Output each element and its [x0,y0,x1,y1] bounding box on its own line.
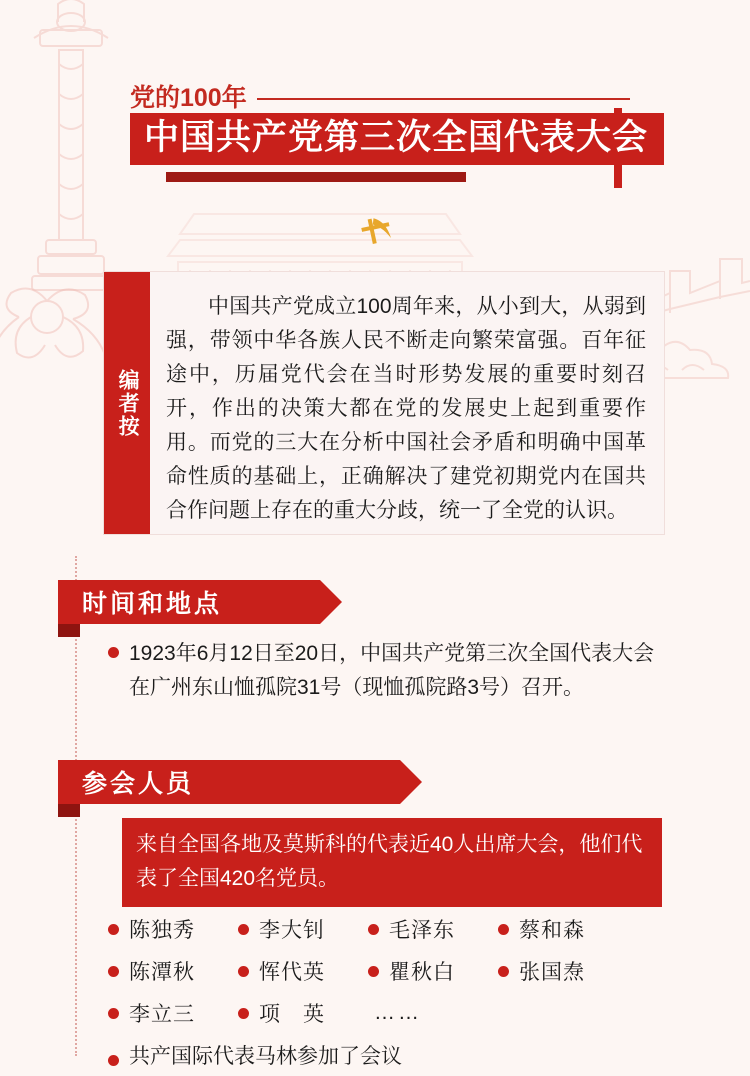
attendee-name: 毛泽东 [389,919,455,942]
bullet-dot-icon [238,1008,249,1019]
attendees-highlight: 来自全国各地及莫斯科的代表近40人出席大会，他们代表了全国420名党员。 [122,818,662,907]
bullet-dot-icon [108,647,119,658]
attendee-name: 李大钊 [259,919,325,942]
editor-note-tab [104,272,150,534]
section-banner-time-place: 时间和地点 [58,580,320,624]
name-row [108,992,688,1034]
time-place-text: 1923年6月12日至20日，中国共产党第三次全国代表大会在广州东山恤孤院31号（现恤孤院路3号）召开。 [129,642,655,700]
list-item [108,1040,402,1070]
list-item [238,914,368,944]
editor-note-tab-label: 编者按 [116,368,140,438]
kicker-rule [257,98,630,100]
bullet-dot-icon [238,966,249,977]
time-place-item [108,637,664,705]
list-item [368,956,498,986]
attendee-name: 恽代英 [259,961,325,984]
page-title: 中国共产党第三次全国代表大会 [144,118,649,157]
attendee-name: 陈独秀 [129,919,195,942]
attendees-banner-notch [58,804,80,817]
page-header [0,0,750,210]
attendee-name: 张国焘 [519,961,585,984]
list-item [498,914,628,944]
bullet-dot-icon [238,924,249,935]
attendee-name: 李立三 [129,1003,195,1026]
time-banner-notch [58,624,80,637]
title-banner [130,113,664,165]
attendees-ellipsis: …… [374,1001,422,1024]
bullet-dot-icon [368,924,379,935]
kicker-label: 党的100年 [130,84,247,112]
list-item [108,956,238,986]
title-accent-bar [166,172,466,182]
list-item [498,956,628,986]
attendees-footnote: 共产国际代表马林参加了会议 [129,1045,402,1068]
attendees-name-grid [108,908,688,1076]
party-emblem-icon [358,212,394,248]
editor-note-card [104,272,664,534]
list-item [108,998,238,1028]
attendee-name: 项 英 [259,1003,325,1026]
list-item [368,914,498,944]
bullet-dot-icon [368,966,379,977]
bullet-dot-icon [498,924,509,935]
bullet-dot-icon [108,966,119,977]
attendee-name: 瞿秋白 [389,961,455,984]
kicker-row [130,78,630,114]
bullet-dot-icon [498,966,509,977]
name-row [108,908,688,950]
list-item [108,914,238,944]
bullet-dot-icon [108,1008,119,1019]
name-row [108,1034,688,1076]
editor-note-text: 中国共产党成立100周年来，从小到大，从弱到强，带领中华各族人民不断走向繁荣富强。百年征途中，历届党代会在当时形势发展的重要时刻召开，作出的决策大都在党的发展史上起到重要作用。而党的三大在分析中国社会矛盾和明确中国革命性质的基础上，正确解决了建党初期党内在国共合作问题上存在的重大分歧，统一了全党的认识。 [166,295,646,523]
attendee-name: 陈潭秋 [129,961,195,984]
name-row [108,950,688,992]
bullet-dot-icon [108,924,119,935]
attendee-name: 蔡和森 [519,919,585,942]
section-banner-attendees: 参会人员 [58,760,400,804]
list-item [238,998,368,1028]
list-item [238,956,368,986]
